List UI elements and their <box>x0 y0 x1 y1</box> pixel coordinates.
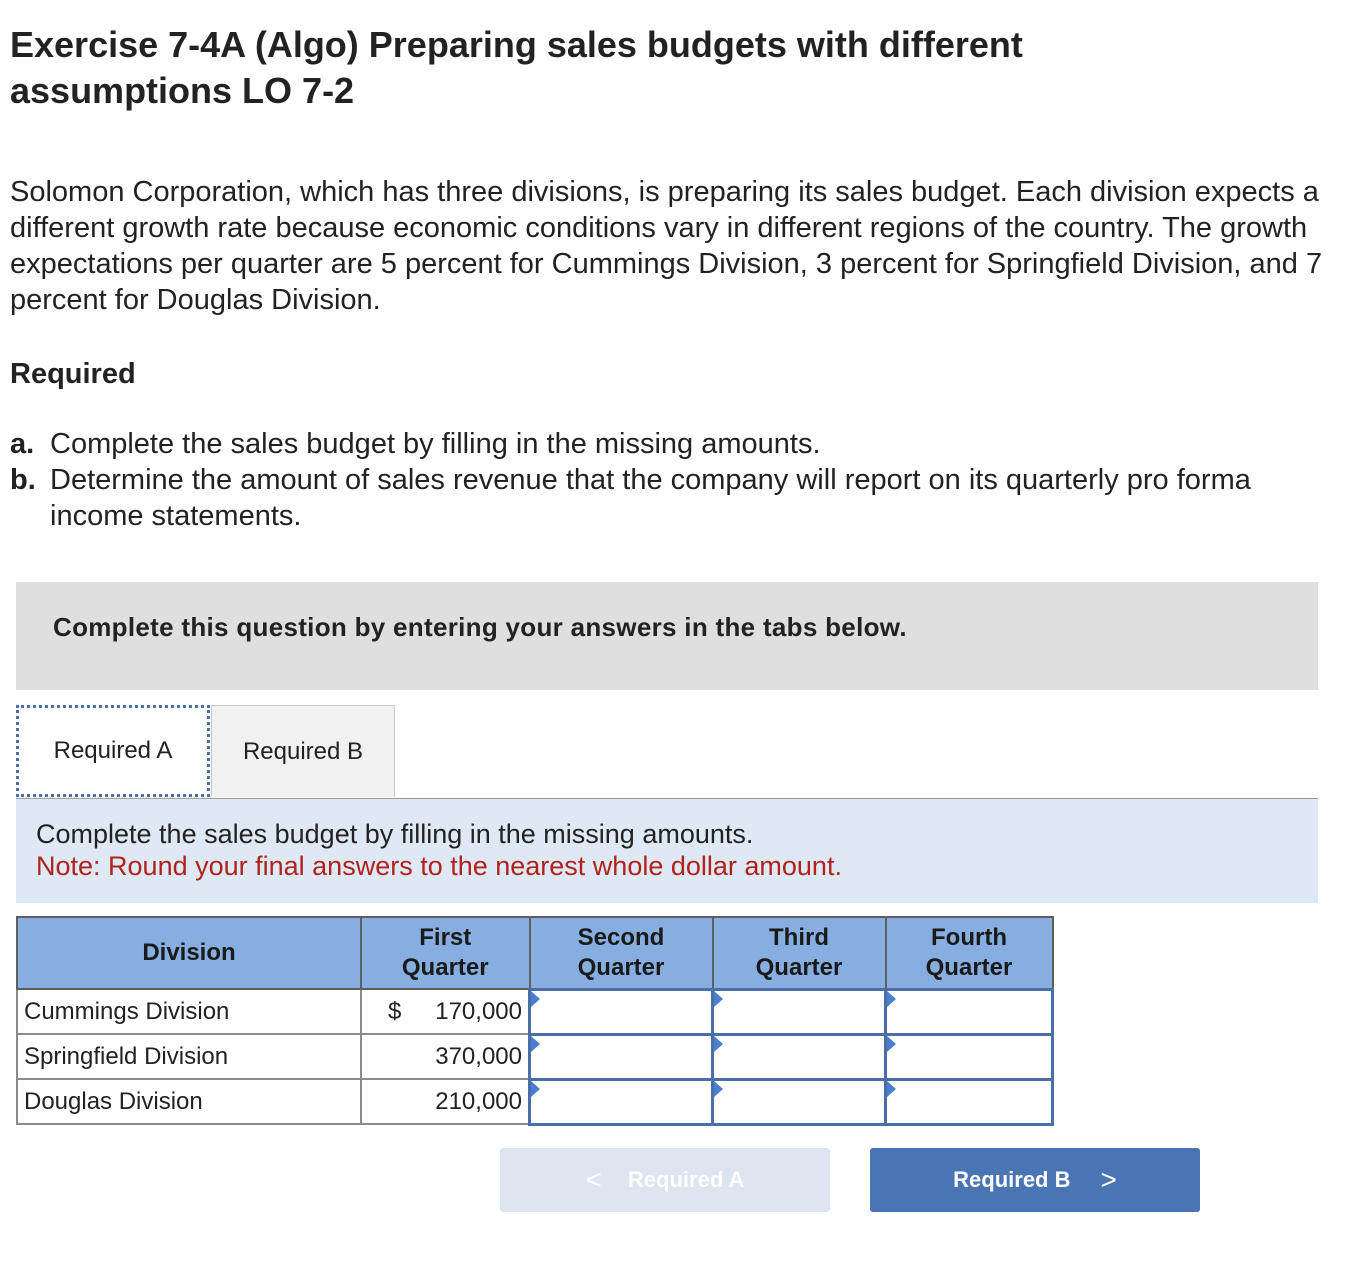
first-quarter-value <box>361 989 530 1034</box>
input-marker-icon <box>887 991 896 1007</box>
list-item <box>10 426 1330 462</box>
third-quarter-cell <box>713 1079 886 1124</box>
instruction-text: Complete the sales budget by filling in the missing amounts. <box>36 819 754 849</box>
fourth-quarter-cell <box>886 1034 1053 1079</box>
third-quarter-cell <box>713 1034 886 1079</box>
table-row <box>17 1034 1053 1079</box>
previous-tab-label: Required A <box>627 1167 745 1192</box>
currency-symbol: $ <box>388 998 402 1025</box>
division-name: Cummings Division <box>17 989 361 1034</box>
first-quarter-amount: 210,000 <box>435 1087 522 1115</box>
second-quarter-input[interactable] <box>531 993 711 1031</box>
third-quarter-input[interactable] <box>714 993 884 1031</box>
column-header-second-quarter: Second Quarter <box>530 917 713 989</box>
fourth-quarter-input[interactable] <box>887 1083 1051 1121</box>
second-quarter-cell <box>530 989 713 1034</box>
list-item-letter: b. <box>10 464 36 496</box>
chevron-right-icon: > <box>1100 1164 1117 1195</box>
third-quarter-cell <box>713 989 886 1034</box>
first-quarter-value <box>361 1034 530 1079</box>
second-quarter-input[interactable] <box>531 1038 711 1076</box>
list-item-text: Complete the sales budget by filling in the missing amounts. <box>50 428 821 460</box>
next-tab-button[interactable] <box>870 1148 1200 1212</box>
list-item-letter: a. <box>10 428 35 460</box>
tab-instructions <box>16 799 1318 903</box>
list-item-text: Determine the amount of sales revenue that the company will report on its quarterly pro forma income statements. <box>50 464 1251 532</box>
input-marker-icon <box>531 991 540 1007</box>
table-row <box>17 989 1053 1034</box>
first-quarter-amount: 170,000 <box>435 997 522 1025</box>
rounding-note: Note: Round your final answers to the nearest whole dollar amount. <box>36 851 842 881</box>
column-header-third-quarter: Third Quarter <box>713 917 886 989</box>
table-row <box>17 1079 1053 1124</box>
fourth-quarter-cell <box>886 1079 1053 1124</box>
first-quarter-value <box>361 1079 530 1124</box>
chevron-left-icon: < <box>585 1164 602 1195</box>
previous-tab-button[interactable] <box>500 1148 830 1212</box>
page-title: Exercise 7-4A (Algo) Preparing sales budgets with different assumptions LO 7-2 <box>10 24 1023 111</box>
fourth-quarter-input[interactable] <box>887 993 1051 1031</box>
tab-required-b[interactable]: Required B <box>211 705 395 797</box>
column-header-first-quarter: First Quarter <box>361 917 530 989</box>
tab-required-a[interactable]: Required A <box>16 705 210 797</box>
input-marker-icon <box>531 1081 540 1097</box>
division-name: Douglas Division <box>17 1079 361 1124</box>
input-marker-icon <box>714 1081 723 1097</box>
fourth-quarter-input[interactable] <box>887 1038 1051 1076</box>
input-marker-icon <box>714 991 723 1007</box>
second-quarter-cell <box>530 1079 713 1124</box>
input-marker-icon <box>887 1036 896 1052</box>
required-heading: Required <box>10 358 136 390</box>
input-marker-icon <box>887 1081 896 1097</box>
third-quarter-input[interactable] <box>714 1083 884 1121</box>
input-marker-icon <box>531 1036 540 1052</box>
first-quarter-amount: 370,000 <box>435 1042 522 1070</box>
problem-description: Solomon Corporation, which has three divisions, is preparing its sales budget. Each division expects a different growth rate because economic conditions vary in different regions of the country. The growth expectations per quarter are 5 percent for Cummings Division, 3 percent for Springfield Division, and 7 percent for Douglas Division. <box>10 176 1323 316</box>
division-name: Springfield Division <box>17 1034 361 1079</box>
sales-budget-table <box>16 916 1054 1126</box>
column-header-division: Division <box>17 917 361 989</box>
instruction-banner <box>16 582 1318 690</box>
third-quarter-input[interactable] <box>714 1038 884 1076</box>
column-header-fourth-quarter: Fourth Quarter <box>886 917 1053 989</box>
second-quarter-cell <box>530 1034 713 1079</box>
fourth-quarter-cell <box>886 989 1053 1034</box>
input-marker-icon <box>714 1036 723 1052</box>
banner-text: Complete this question by entering your answers in the tabs below. <box>53 612 907 642</box>
list-item <box>10 462 1330 534</box>
next-tab-label: Required B <box>953 1167 1071 1192</box>
second-quarter-input[interactable] <box>531 1083 711 1121</box>
required-list <box>10 426 1330 534</box>
